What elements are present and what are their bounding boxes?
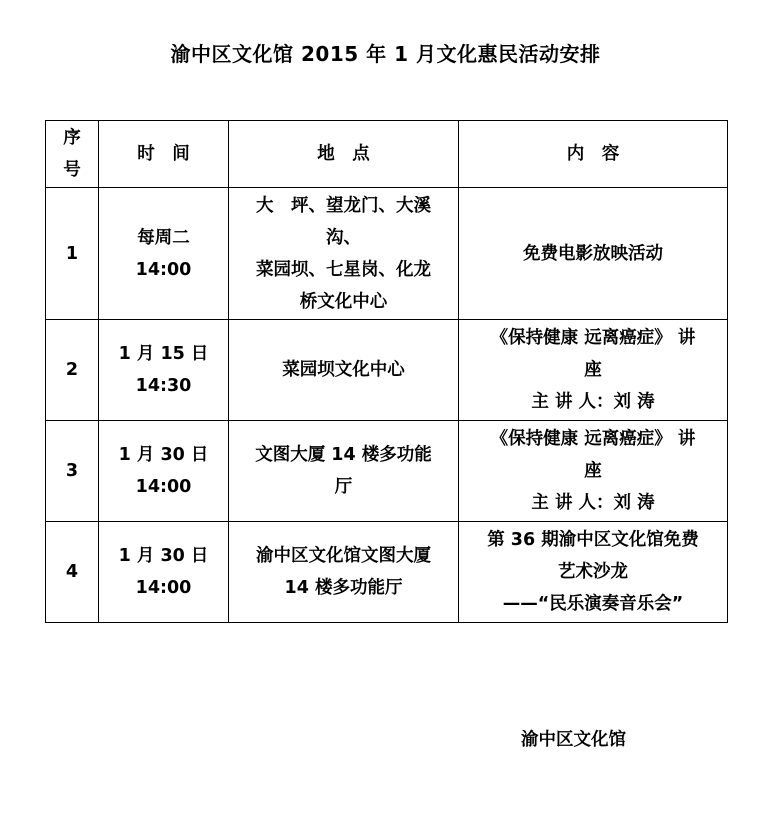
cell-content-line: 座 — [584, 360, 602, 380]
cell-content-line: 第 36 期渝中区文化馆免费 — [487, 530, 699, 550]
page-title: 渝中区文化馆 2015 年 1 月文化惠民活动安排 — [170, 42, 601, 66]
table-row — [46, 320, 728, 421]
header-seq-line: 序 — [63, 128, 81, 148]
cell-time — [99, 320, 229, 421]
schedule-table — [45, 120, 728, 623]
cell-time-line: 14:30 — [135, 376, 192, 396]
cell-place-line: 桥文化中心 — [299, 291, 388, 312]
header-seq — [46, 121, 99, 188]
header-place: 地 点 — [229, 121, 459, 188]
cell-content-line: 主 讲 人：刘 涛 — [531, 493, 655, 513]
cell-content — [459, 522, 728, 623]
cell-place-line: 菜园坝、七星岗、化龙 — [256, 259, 431, 280]
cell-place-line: 14 楼多功能厅 — [284, 578, 403, 598]
footer-signature: 渝中区文化馆 — [521, 730, 626, 750]
cell-content-line: 座 — [584, 461, 602, 481]
cell-content-line: 主 讲 人：刘 涛 — [531, 392, 655, 412]
cell-content-line: ——“民乐演奏音乐会” — [502, 594, 684, 614]
cell-place-line: 厅 — [334, 477, 353, 497]
cell-seq: 2 — [46, 320, 99, 421]
cell-place-line: 文图大厦 14 楼多功能 — [255, 445, 432, 465]
header-content: 内 容 — [459, 121, 728, 188]
cell-content-line: 《保持健康 远离癌症》 讲 — [490, 429, 696, 449]
cell-content-line: 《保持健康 远离癌症》 讲 — [490, 328, 696, 348]
cell-time-line: 1 月 30 日 — [118, 445, 209, 465]
table-row — [46, 188, 728, 320]
cell-time — [99, 522, 229, 623]
cell-place-line: 菜园坝文化中心 — [282, 360, 405, 380]
table-row — [46, 421, 728, 522]
cell-place — [229, 522, 459, 623]
cell-content-line: 艺术沙龙 — [558, 562, 628, 582]
cell-content-line: 免费电影放映活动 — [523, 243, 663, 264]
cell-time-line: 14:00 — [135, 259, 192, 280]
header-seq-line: 号 — [63, 160, 81, 180]
table-row — [46, 522, 728, 623]
cell-seq: 4 — [46, 522, 99, 623]
cell-content — [459, 421, 728, 522]
cell-seq: 3 — [46, 421, 99, 522]
cell-time-line: 14:00 — [135, 578, 192, 598]
cell-seq: 1 — [46, 188, 99, 320]
cell-place-line: 沟、 — [326, 227, 361, 248]
cell-time-line: 每周二 — [137, 227, 190, 248]
cell-time-line: 14:00 — [135, 477, 192, 497]
cell-time — [99, 421, 229, 522]
cell-place — [229, 188, 459, 320]
cell-place — [229, 320, 459, 421]
cell-place-line: 大 坪、望龙门、大溪 — [256, 195, 431, 216]
cell-content — [459, 188, 728, 320]
cell-place — [229, 421, 459, 522]
header-time: 时 间 — [99, 121, 229, 188]
cell-place-line: 渝中区文化馆文图大厦 — [256, 546, 431, 566]
cell-time-line: 1 月 30 日 — [118, 546, 209, 566]
cell-content — [459, 320, 728, 421]
cell-time — [99, 188, 229, 320]
table-header-row — [46, 121, 728, 188]
cell-time-line: 1 月 15 日 — [118, 344, 209, 364]
